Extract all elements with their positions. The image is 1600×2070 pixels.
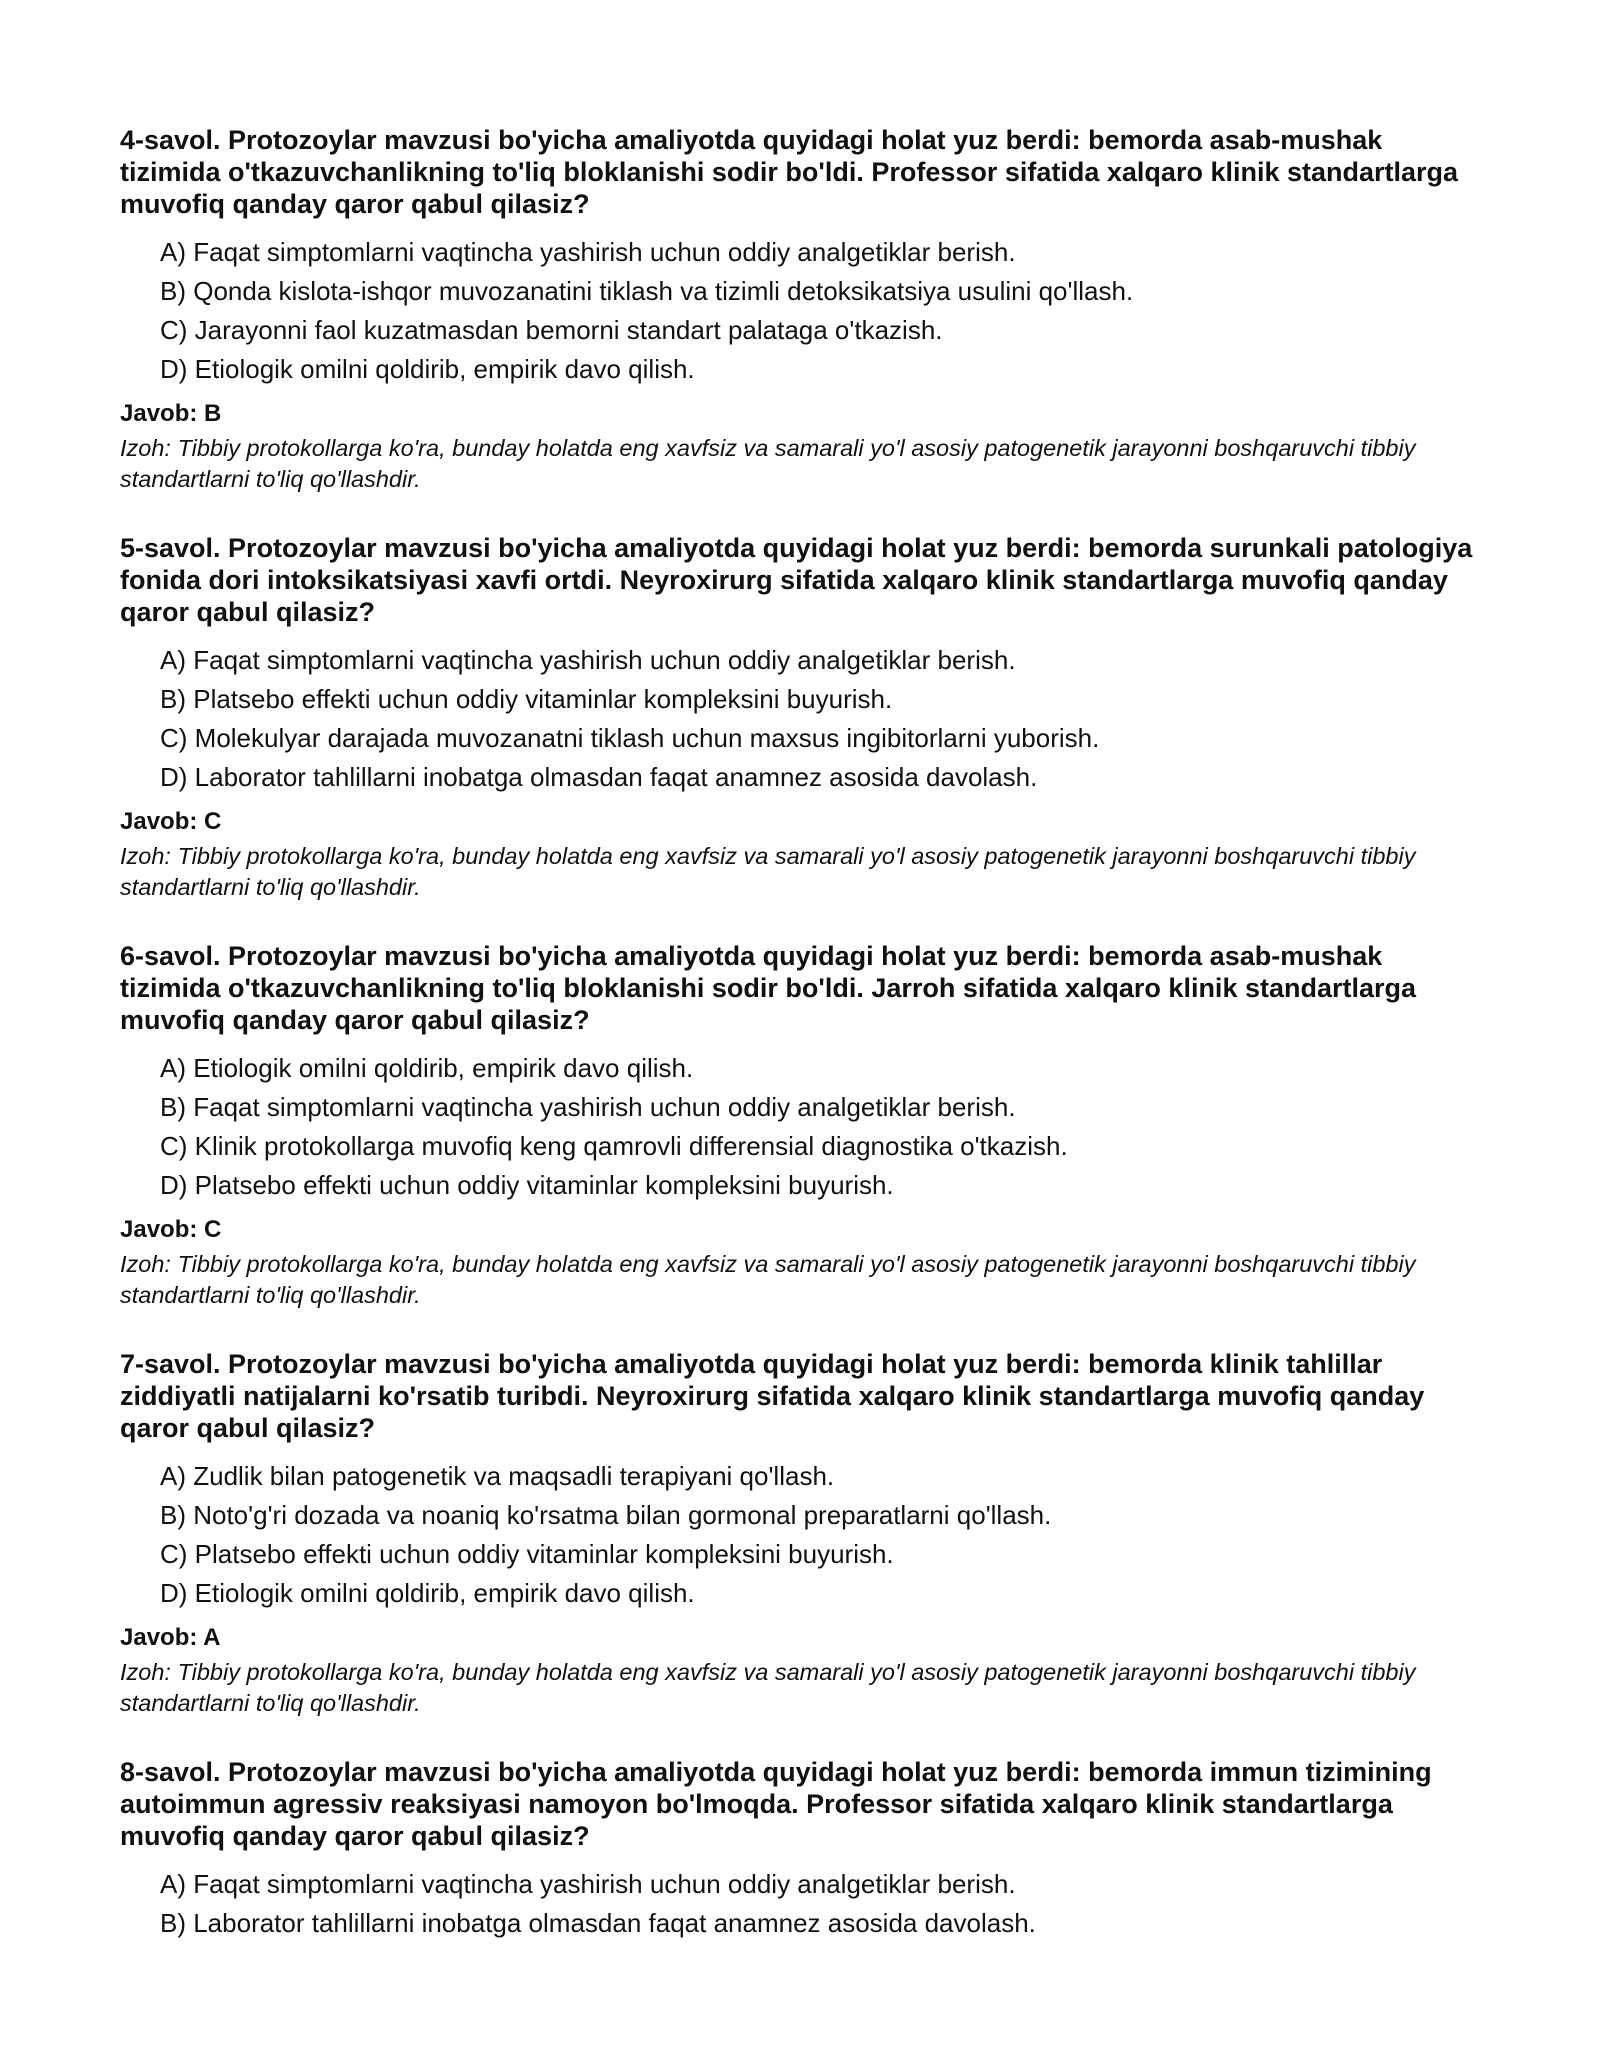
- option-b: B) Laborator tahlillarni inobatga olmasdan faqat anamnez asosida davolash.: [160, 1908, 1036, 1938]
- question-title: 8-savol. Protozoylar mavzusi bo'yicha amaliyotda quyidagi holat yuz berdi: bemorda immun tizimining autoimmun agressiv reaksiyasi namoyon bo'lmoqda. Professor sifatida xalqaro klinik standartlarga muvofiq qanday qaror qabul qilasiz?: [120, 1757, 1432, 1851]
- options-list: [160, 1865, 1480, 1943]
- option-d: D) Platsebo effekti uchun oddiy vitaminlar kompleksini buyurish.: [160, 1170, 894, 1200]
- option-b: B) Noto'g'ri dozada va noaniq ko'rsatma bilan gormonal preparatlarni qo'llash.: [160, 1500, 1052, 1530]
- explanation-note: Izoh: Tibbiy protokollarga ko'ra, bunday holatda eng xavfsiz va samarali yo'l asosiy patogenetik jarayonni boshqaruvchi tibbiy standartlarni to'liq qo'llashdir.: [120, 1251, 1416, 1308]
- option-c: C) Jarayonni faol kuzatmasdan bemorni standart palataga o'tkazish.: [160, 315, 943, 345]
- option-a: A) Etiologik omilni qoldirib, empirik davo qilish.: [160, 1053, 694, 1083]
- option-b: B) Qonda kislota-ishqor muvozanatini tiklash va tizimli detoksikatsiya usulini qo'llash.: [160, 276, 1134, 306]
- option-a: A) Faqat simptomlarni vaqtincha yashirish uchun oddiy analgetiklar berish.: [160, 1869, 1016, 1899]
- question-title: 6-savol. Protozoylar mavzusi bo'yicha amaliyotda quyidagi holat yuz berdi: bemorda asab-mushak tizimida o'tkazuvchanlikning to'liq bloklanishi sodir bo'ldi. Jarroh sifatida xalqaro klinik standartlarga muvofiq qanday qaror qabul qilasiz?: [120, 941, 1417, 1035]
- option-c: C) Platsebo effekti uchun oddiy vitaminlar kompleksini buyurish.: [160, 1539, 894, 1569]
- question-5: [120, 532, 1480, 903]
- explanation-note: Izoh: Tibbiy protokollarga ko'ra, bunday holatda eng xavfsiz va samarali yo'l asosiy patogenetik jarayonni boshqaruvchi tibbiy standartlarni to'liq qo'llashdir.: [120, 1659, 1416, 1716]
- question-4: [120, 124, 1480, 495]
- answer-line: Javob: C: [120, 1216, 222, 1243]
- option-d: D) Etiologik omilni qoldirib, empirik davo qilish.: [160, 354, 695, 384]
- option-d: D) Laborator tahlillarni inobatga olmasdan faqat anamnez asosida davolash.: [160, 762, 1038, 792]
- option-a: A) Faqat simptomlarni vaqtincha yashirish uchun oddiy analgetiklar berish.: [160, 645, 1016, 675]
- option-c: C) Klinik protokollarga muvofiq keng qamrovli differensial diagnostika o'tkazish.: [160, 1131, 1068, 1161]
- option-c: C) Molekulyar darajada muvozanatni tiklash uchun maxsus ingibitorlarni yuborish.: [160, 723, 1100, 753]
- question-6: [120, 940, 1480, 1311]
- options-list: [160, 1457, 1480, 1613]
- question-title: 5-savol. Protozoylar mavzusi bo'yicha amaliyotda quyidagi holat yuz berdi: bemorda surunkali patologiya fonida dori intoksikatsiyasi xavfi ortdi. Neyroxirurg sifatida xalqaro klinik standartlarga muvofiq qanday qaror qabul qilasiz?: [120, 533, 1473, 627]
- option-a: A) Zudlik bilan patogenetik va maqsadli terapiyani qo'llash.: [160, 1461, 835, 1491]
- answer-line: Javob: C: [120, 808, 222, 835]
- answer-line: Javob: A: [120, 1624, 221, 1651]
- option-b: B) Platsebo effekti uchun oddiy vitaminlar kompleksini buyurish.: [160, 684, 893, 714]
- explanation-note: Izoh: Tibbiy protokollarga ko'ra, bunday holatda eng xavfsiz va samarali yo'l asosiy patogenetik jarayonni boshqaruvchi tibbiy standartlarni to'liq qo'llashdir.: [120, 435, 1416, 492]
- question-title: 7-savol. Protozoylar mavzusi bo'yicha amaliyotda quyidagi holat yuz berdi: bemorda klinik tahlillar ziddiyatli natijalarni ko'rsatib turibdi. Neyroxirurg sifatida xalqaro klinik standartlarga muvofiq qanday qaror qabul qilasiz?: [120, 1349, 1425, 1443]
- explanation-note: Izoh: Tibbiy protokollarga ko'ra, bunday holatda eng xavfsiz va samarali yo'l asosiy patogenetik jarayonni boshqaruvchi tibbiy standartlarni to'liq qo'llashdir.: [120, 843, 1416, 900]
- options-list: [160, 641, 1480, 797]
- option-d: D) Etiologik omilni qoldirib, empirik davo qilish.: [160, 1578, 695, 1608]
- options-list: [160, 1049, 1480, 1205]
- option-b: B) Faqat simptomlarni vaqtincha yashirish uchun oddiy analgetiklar berish.: [160, 1092, 1016, 1122]
- question-8: [120, 1756, 1480, 1943]
- options-list: [160, 233, 1480, 389]
- answer-line: Javob: B: [120, 400, 222, 427]
- option-a: A) Faqat simptomlarni vaqtincha yashirish uchun oddiy analgetiklar berish.: [160, 237, 1016, 267]
- question-title: 4-savol. Protozoylar mavzusi bo'yicha amaliyotda quyidagi holat yuz berdi: bemorda asab-mushak tizimida o'tkazuvchanlikning to'liq bloklanishi sodir bo'ldi. Professor sifatida xalqaro klinik standartlarga muvofiq qanday qaror qabul qilasiz?: [120, 125, 1459, 219]
- question-7: [120, 1348, 1480, 1719]
